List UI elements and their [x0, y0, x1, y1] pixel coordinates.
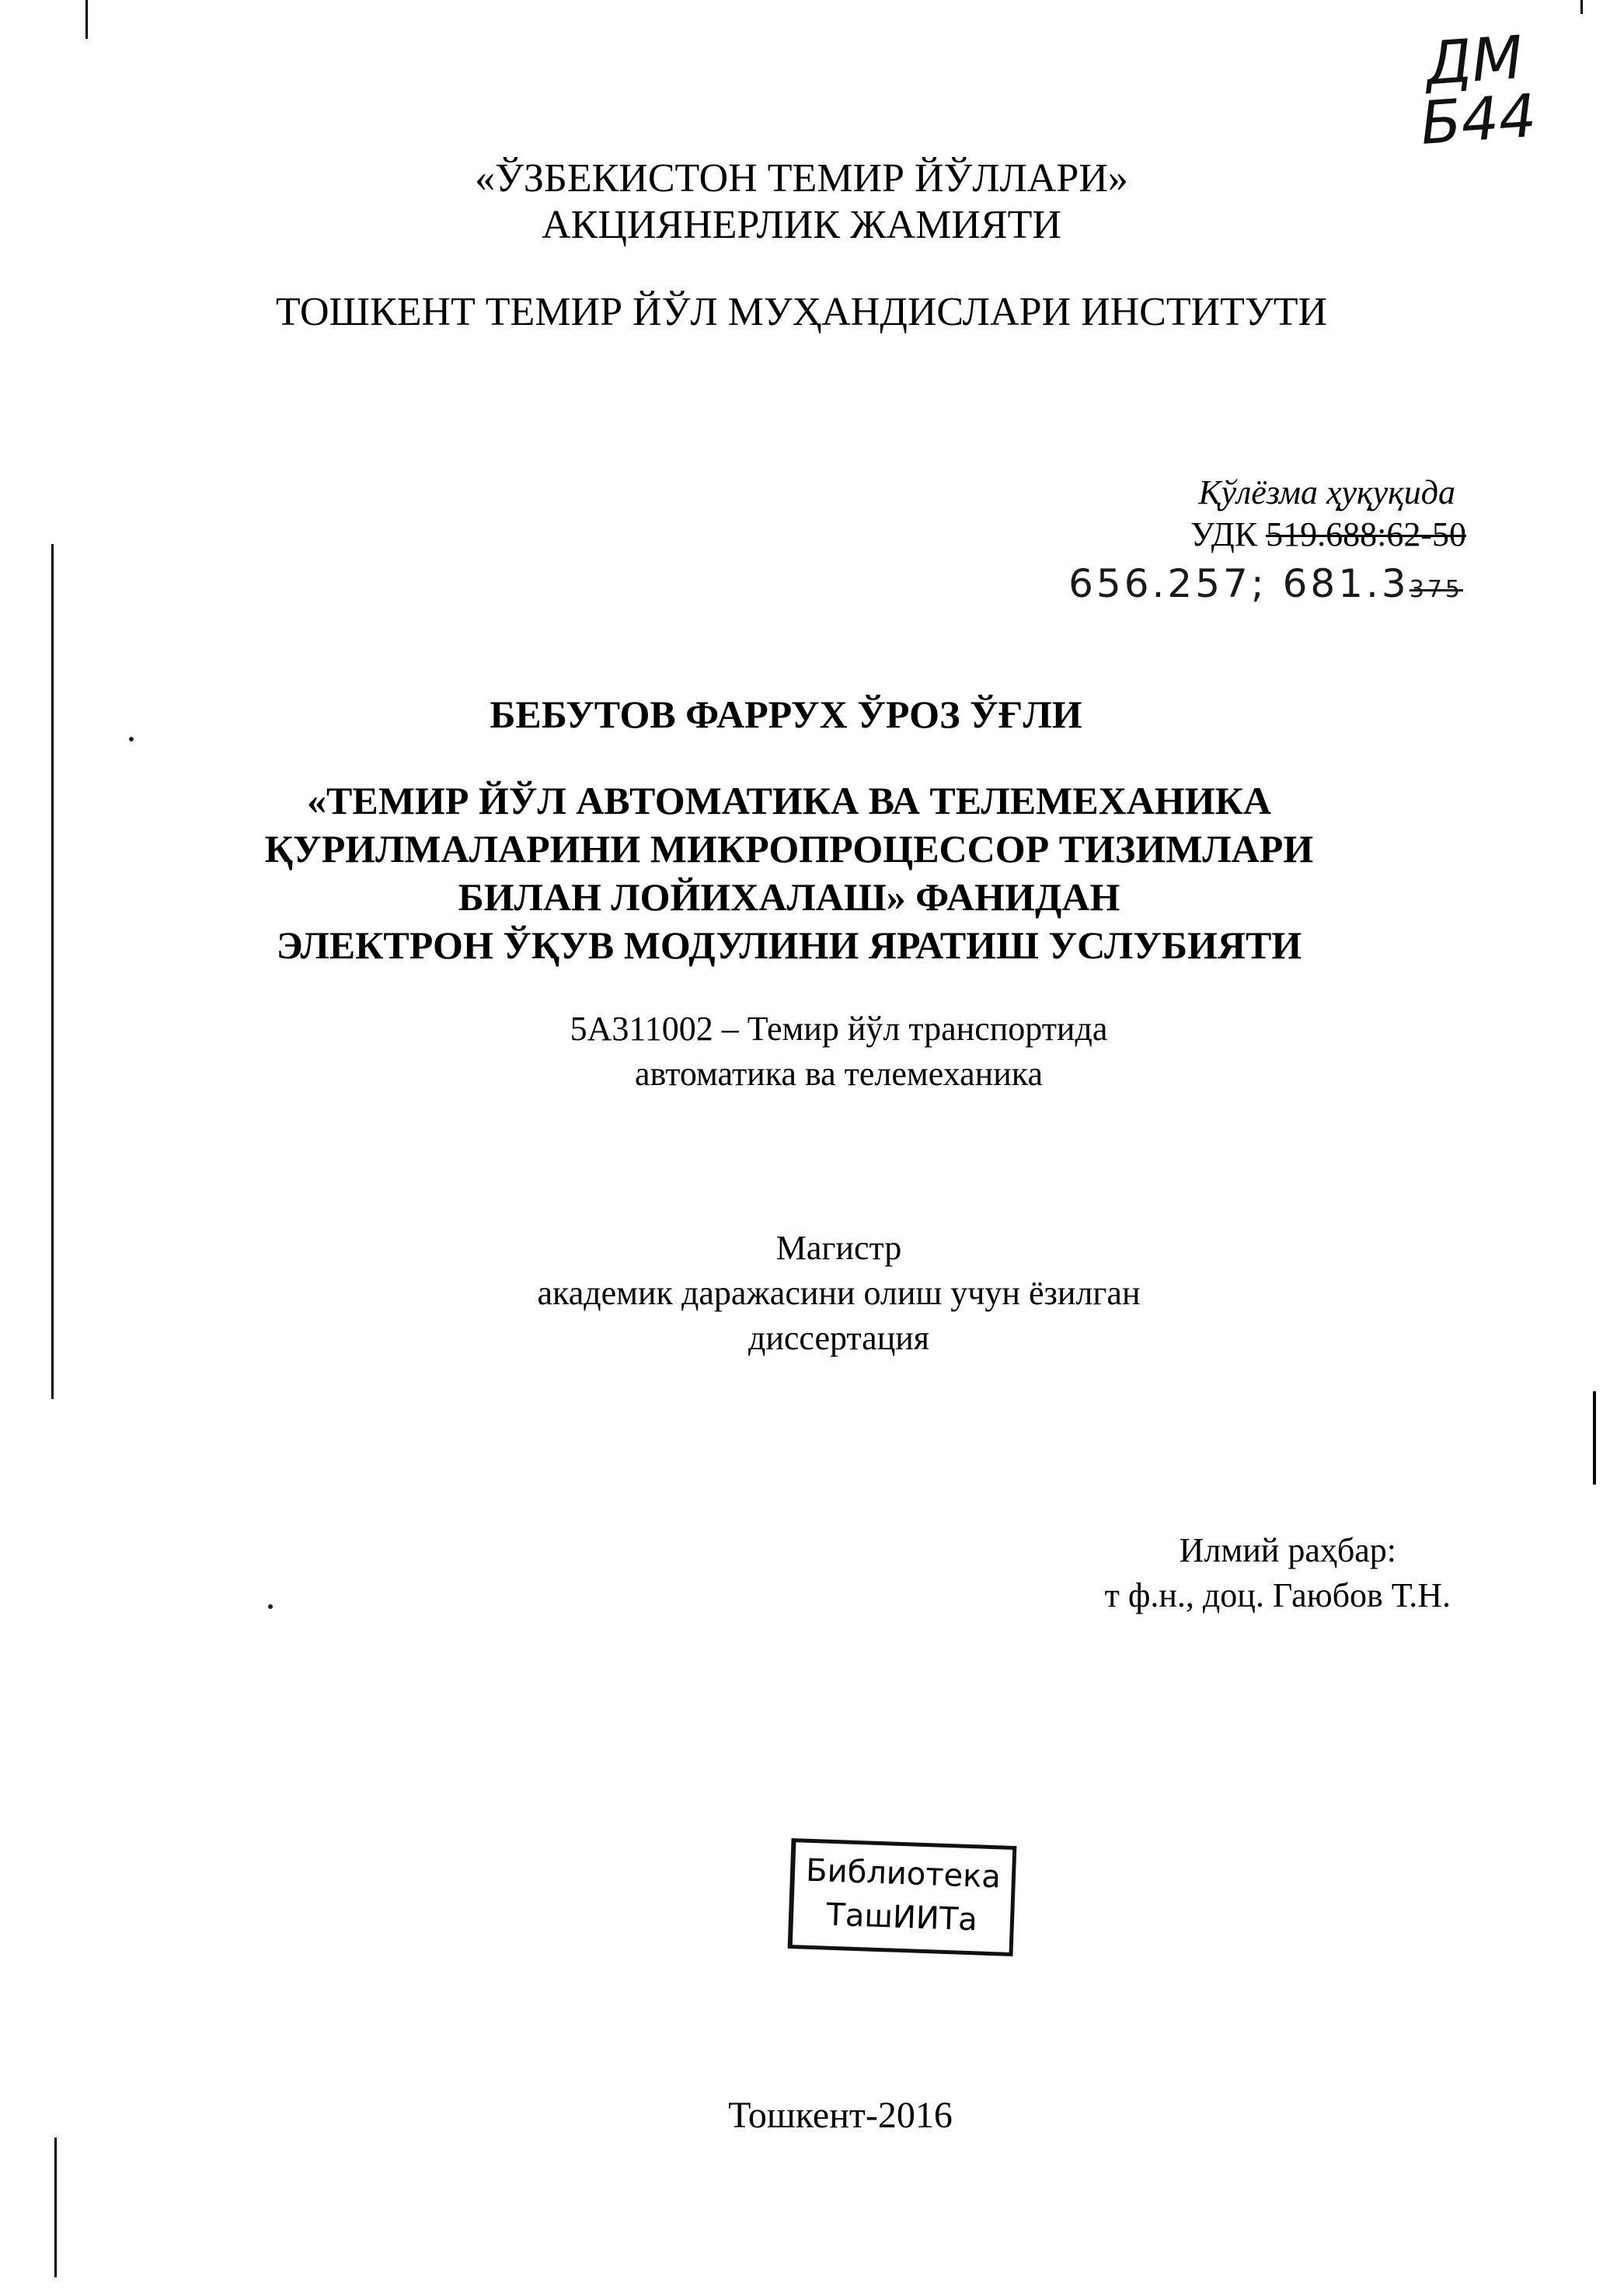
udc-label: УДК: [1190, 515, 1258, 553]
specialty-line-1: 5А311002 – Темир йўл транспортида: [570, 1010, 1108, 1048]
organization-type: АКЦИЯНЕРЛИК ЖАМИЯТИ: [542, 203, 1061, 247]
specialty-line-2: автоматика ва телемеханика: [634, 1055, 1043, 1093]
supervisor-name: т ф.н., доц. Гаюбов Т.Н.: [1104, 1576, 1451, 1614]
top-right-scan-mark: [1580, 0, 1583, 14]
handwritten-code-line2: Б44: [1418, 80, 1539, 158]
title-line-1: «ТЕМИР ЙЎЛ АВТОМАТИКА ВА ТЕЛЕМЕХАНИКА: [307, 779, 1271, 822]
right-scan-edge: [1593, 1391, 1596, 1485]
udc-line: [1190, 515, 1466, 554]
title-line-2: ҚУРИЛМАЛАРИНИ МИКРОПРОЦЕССОР ТИЗИМЛАРИ: [264, 827, 1314, 871]
title-line-3: БИЛАН ЛОЙИХАЛАШ» ФАНИДАН: [458, 875, 1120, 919]
city-year: Тошкент-2016: [728, 2095, 953, 2136]
left-scan-edge-lower: [54, 2137, 57, 2277]
copyright-note: Қўлёзма ҳуқуқида: [1198, 473, 1455, 511]
udc-struck-code: 519.688:62-50: [1266, 515, 1466, 553]
left-scan-edge: [51, 544, 54, 1399]
title-line-4: ЭЛЕКТРОН ЎҚУВ МОДУЛИНИ ЯРАТИШ УСЛУБИЯТИ: [276, 923, 1302, 967]
degree-line-3: диссертация: [747, 1319, 930, 1357]
stamp-line-2: ТашИИТа: [825, 1896, 978, 1938]
handwritten-code-line1: ДМ: [1423, 22, 1525, 99]
supervisor-block: [1105, 1528, 1451, 1618]
udc-handwritten-code: 656.257; 681.3: [1068, 561, 1410, 606]
udc-handwritten-struck: 375: [1409, 576, 1463, 603]
scan-speck: [129, 737, 134, 741]
scan-speck: [268, 1604, 273, 1609]
stamp-line-1: Библиотека: [805, 1852, 1002, 1896]
supervisor-label: Илмий раҳбар:: [1179, 1531, 1396, 1569]
degree-line-2: академик даражасини олиш учун ёзилган: [537, 1274, 1141, 1312]
degree-line-1: Магистр: [775, 1229, 902, 1267]
udc-handwritten-line: [1068, 561, 1463, 606]
organization-name: «ЎЗБЕКИСТОН ТЕМИР ЙЎЛЛАРИ»: [475, 156, 1128, 201]
top-left-scan-mark: [85, 0, 88, 39]
library-stamp: [788, 1838, 1017, 1956]
handwritten-catalog-code: [1387, 22, 1566, 158]
institute-name: ТОШКЕНТ ТЕМИР ЙЎЛ МУҲАНДИСЛАРИ ИНСТИТУТИ: [275, 290, 1328, 334]
author-name: БЕБУТОВ ФАРРУХ ЎРОЗ ЎҒЛИ: [490, 693, 1082, 736]
